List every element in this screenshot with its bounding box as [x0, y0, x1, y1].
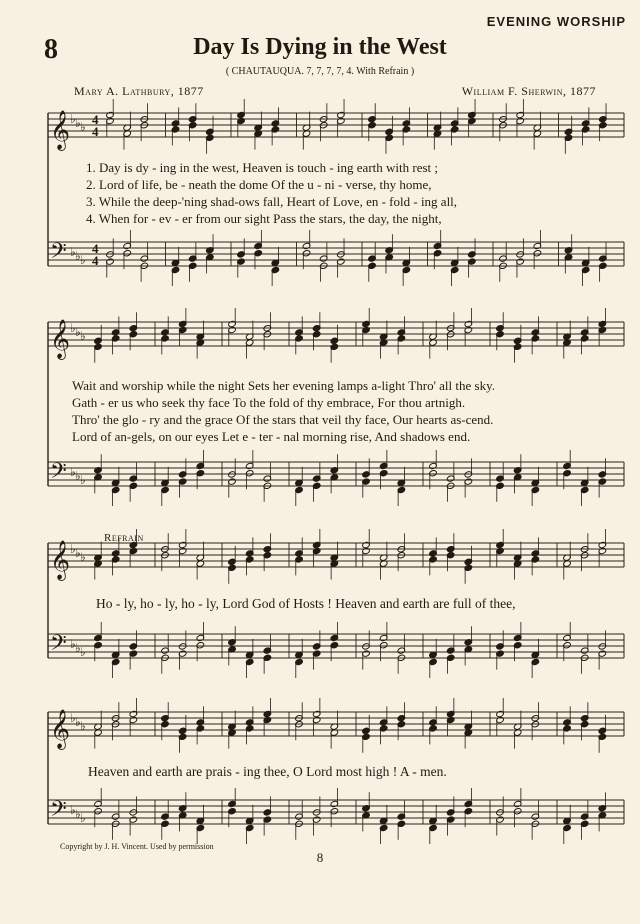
- bass-clef-icon: 𝄢: [50, 631, 67, 661]
- treble-clef-icon: 𝄞: [50, 110, 71, 150]
- section-label: EVENING WORSHIP: [486, 14, 626, 29]
- verse-1-line-1: 1. Day is dy - ing in the west, Heaven is touch - ing earth with rest ;: [86, 160, 439, 175]
- treble-clef-icon: 𝄞: [50, 709, 71, 749]
- hymn-title: Day Is Dying in the West: [193, 34, 447, 60]
- flat-icon: ♭: [75, 807, 81, 821]
- time-signature: 4: [92, 241, 99, 256]
- treble-clef-icon: 𝄞: [50, 540, 71, 580]
- treble-clef-icon: 𝄞: [50, 319, 71, 359]
- flat-icon: ♭: [75, 249, 81, 263]
- flat-icon: ♭: [80, 120, 86, 134]
- author-credit: Mary A. Lathbury, 1877: [74, 84, 204, 98]
- flat-icon: ♭: [80, 550, 86, 564]
- flat-icon: ♭: [80, 253, 86, 267]
- refrain-lyrics-1: Ho - ly, ho - ly, ho - ly, Lord God of Hosts ! Heaven and earth are full of thee,: [96, 596, 516, 611]
- bass-clef-icon: 𝄢: [50, 459, 67, 489]
- verse-3-line-1: 3. While the deep-'ning shad-ows fall, Heart of Love, en - fold - ing all,: [86, 194, 458, 209]
- flat-icon: ♭: [80, 811, 86, 825]
- flat-icon: ♭: [75, 116, 81, 130]
- composer-credit: William F. Sherwin, 1877: [461, 84, 596, 98]
- flat-icon: ♭: [70, 465, 76, 479]
- flat-icon: ♭: [70, 321, 76, 335]
- flat-icon: ♭: [80, 473, 86, 487]
- flat-icon: ♭: [75, 546, 81, 560]
- flat-icon: ♭: [70, 637, 76, 651]
- flat-icon: ♭: [70, 245, 76, 259]
- page-number: 8: [316, 850, 324, 865]
- flat-icon: ♭: [80, 719, 86, 733]
- verse-3-line-2: Thro' the glo - ry and the grace Of the stars that veil thy face, Our hearts as-cend.: [72, 412, 494, 427]
- copyright-note: Copyright by J. H. Vincent. Used by permission: [60, 842, 214, 851]
- hymn-number: 8: [44, 34, 58, 65]
- bass-clef-icon: 𝄢: [50, 797, 67, 827]
- flat-icon: ♭: [80, 645, 86, 659]
- tune-line: ( CHAUTAUQUA. 7, 7, 7, 7, 4. With Refrain ): [225, 66, 415, 77]
- flat-icon: ♭: [75, 469, 81, 483]
- time-signature: 4: [92, 253, 99, 268]
- refrain-label: Refrain: [104, 532, 144, 544]
- verse-4-line-1: 4. When for - ev - er from our sight Pass the stars, the day, the night,: [86, 211, 442, 226]
- flat-icon: ♭: [70, 803, 76, 817]
- flat-icon: ♭: [70, 542, 76, 556]
- flat-icon: ♭: [80, 329, 86, 343]
- verse-4-line-2: Lord of an-gels, on our eyes Let e - ter - nal morning rise, And shadows end.: [72, 429, 471, 444]
- time-signature: 4: [92, 112, 99, 127]
- bass-clef-icon: 𝄢: [50, 239, 67, 269]
- flat-icon: ♭: [75, 715, 81, 729]
- flat-icon: ♭: [70, 711, 76, 725]
- flat-icon: ♭: [70, 112, 76, 126]
- refrain-lyrics-2: Heaven and earth are prais - ing thee, O Lord most high ! A - men.: [88, 764, 447, 779]
- time-signature: 4: [92, 124, 99, 139]
- flat-icon: ♭: [75, 325, 81, 339]
- verse-2-line-2: Gath - er us who seek thy face To the fold of thy embrace, For thou artnigh.: [72, 395, 466, 410]
- flat-icon: ♭: [75, 641, 81, 655]
- verse-1-line-2: Wait and worship while the night Sets her evening lamps a-light Thro' all the sky.: [72, 378, 495, 393]
- verse-2-line-1: 2. Lord of life, be - neath the dome Of the u - ni - verse, thy home,: [86, 177, 432, 192]
